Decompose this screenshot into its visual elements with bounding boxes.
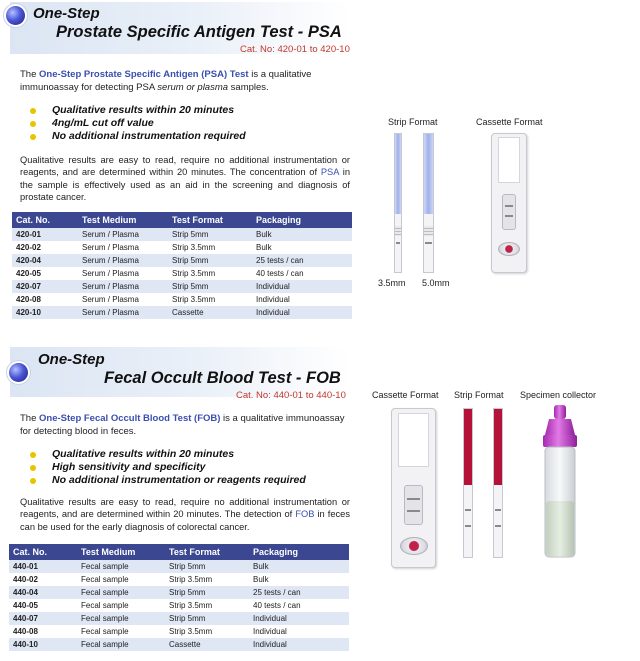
- bullet-dot-icon: [30, 121, 36, 127]
- cassette-result-window: [404, 485, 423, 525]
- strip-line: [465, 509, 471, 511]
- fob-title-small: One-Step: [38, 351, 105, 368]
- psa-product-name: One-Step Prostate Specific Antigen (PSA) Test: [39, 69, 249, 80]
- psa-title-small: One-Step: [33, 5, 100, 22]
- strip-test-zone: [395, 226, 401, 236]
- col-header-test-medium: Test Medium: [78, 212, 168, 228]
- psa-features: [30, 104, 246, 143]
- feature-item: No additional instrumentation required: [30, 130, 246, 143]
- fob-description: Qualitative results are easy to read, require no additional instrumentation or reagents, and are determined within 20 minutes. The detection of FOB in feces can be used for the early diagnosis of colorectal cancer.: [20, 497, 350, 532]
- strip-test-zone: [424, 226, 433, 236]
- psa-header-ball-icon: [6, 6, 25, 25]
- strip-absorbent-pad: [424, 134, 433, 214]
- fob-section: [0, 345, 640, 661]
- fob-strip-format-label: Strip Format: [454, 390, 504, 400]
- table-row: 420-01 Serum / Plasma Strip 5mm Bulk: [12, 228, 352, 241]
- psa-description: Qualitative results are easy to read, require no additional instrumentation or reagents, and are determined within 20 minutes. The concentration of PSA in the sample is effectively used as an aid in the screening and diagnosis of prostate cancer.: [20, 155, 350, 202]
- table-row: 440-01 Fecal sample Strip 5mm Bulk: [9, 560, 349, 573]
- col-header-packaging: Packaging: [249, 544, 349, 560]
- collector-liquid: [546, 501, 574, 556]
- col-header-cat-no: Cat. No.: [12, 212, 78, 228]
- fob-product-name: One-Step Fecal Occult Blood Test (FOB): [39, 413, 221, 424]
- fob-strip-right-image: [493, 408, 503, 558]
- col-header-test-format: Test Format: [165, 544, 249, 560]
- cassette-label-area: [498, 137, 520, 183]
- table-row: 420-08 Serum / Plasma Strip 3.5mm Individual: [12, 293, 352, 306]
- fob-strip-left-image: [463, 408, 473, 558]
- table-row: 420-07 Serum / Plasma Strip 5mm Individual: [12, 280, 352, 293]
- strip-absorbent-pad: [395, 134, 401, 214]
- psa-section: [0, 0, 640, 330]
- psa-strip-5mm-image: [423, 133, 434, 273]
- fob-intro: The One-Step Fecal Occult Blood Test (FOB) is a qualitative immunoassay for detecting blood in feces.: [20, 413, 345, 437]
- strip-line: [495, 525, 501, 527]
- table-row: 440-07 Fecal sample Strip 5mm Individual: [9, 612, 349, 625]
- psa-product-table: [12, 212, 352, 319]
- psa-title: Prostate Specific Antigen Test - PSA: [56, 23, 342, 41]
- table-row: 440-10 Fecal sample Cassette Individual: [9, 638, 349, 651]
- fob-header-ball-icon: [9, 363, 28, 382]
- bullet-dot-icon: [30, 452, 36, 458]
- specimen-collector-image: [535, 403, 585, 563]
- fob-collector-label: Specimen collector: [520, 390, 597, 400]
- col-header-packaging: Packaging: [252, 212, 352, 228]
- cassette-label-area: [398, 413, 429, 467]
- collector-cap-ring: [543, 435, 577, 447]
- table-row: 440-04 Fecal sample Strip 5mm 25 tests / can: [9, 586, 349, 599]
- strip-line: [396, 242, 400, 244]
- feature-item: 4ng/mL cut off value: [30, 117, 246, 130]
- fob-features: [30, 448, 306, 487]
- psa-strip-3-5mm-image: [394, 133, 402, 273]
- feature-item: Qualitative results within 20 minutes: [30, 448, 306, 461]
- col-header-cat-no: Cat. No.: [9, 544, 77, 560]
- cassette-sample-well-icon: [498, 242, 520, 256]
- psa-cassette-image: [491, 133, 527, 273]
- fob-cat-range: Cat. No: 440-01 to 440-10: [236, 390, 346, 401]
- col-header-test-medium: Test Medium: [77, 544, 165, 560]
- fob-cassette-image: [391, 408, 436, 568]
- bullet-dot-icon: [30, 465, 36, 471]
- psa-strip-3-5mm-label: 3.5mm: [378, 278, 406, 288]
- psa-strip-format-label: Strip Format: [388, 117, 438, 127]
- table-row: 420-04 Serum / Plasma Strip 5mm 25 tests / can: [12, 254, 352, 267]
- cassette-sample-well-icon: [400, 537, 428, 555]
- collector-cap: [545, 419, 575, 435]
- fob-cassette-format-label: Cassette Format: [372, 390, 439, 400]
- psa-strip-5mm-label: 5.0mm: [422, 278, 450, 288]
- strip-line: [495, 509, 501, 511]
- table-row: 440-08 Fecal sample Strip 3.5mm Individual: [9, 625, 349, 638]
- strip-line: [465, 525, 471, 527]
- feature-item: High sensitivity and specificity: [30, 461, 306, 474]
- bullet-dot-icon: [30, 108, 36, 114]
- bullet-dot-icon: [30, 478, 36, 484]
- table-row: 440-02 Fecal sample Strip 3.5mm Bulk: [9, 573, 349, 586]
- cassette-result-window: [502, 194, 516, 230]
- table-row: 440-05 Fecal sample Strip 3.5mm 40 tests / can: [9, 599, 349, 612]
- collector-nozzle: [554, 405, 566, 419]
- strip-absorbent-pad: [494, 409, 502, 485]
- psa-intro: The One-Step Prostate Specific Antigen (PSA) Test is a qualitative immunoassay for detecting PSA serum or plasma samples.: [20, 69, 312, 93]
- bullet-dot-icon: [30, 134, 36, 140]
- table-row: 420-02 Serum / Plasma Strip 3.5mm Bulk: [12, 241, 352, 254]
- strip-absorbent-pad: [464, 409, 472, 485]
- psa-cassette-format-label: Cassette Format: [476, 117, 543, 127]
- fob-title: Fecal Occult Blood Test - FOB: [104, 369, 341, 387]
- fob-product-table: [9, 544, 349, 651]
- strip-line: [425, 242, 432, 244]
- psa-cat-range: Cat. No: 420-01 to 420-10: [240, 44, 350, 55]
- table-row: 420-05 Serum / Plasma Strip 3.5mm 40 tests / can: [12, 267, 352, 280]
- table-row: 420-10 Serum / Plasma Cassette Individual: [12, 306, 352, 319]
- feature-item: No additional instrumentation or reagents required: [30, 474, 306, 487]
- col-header-test-format: Test Format: [168, 212, 252, 228]
- feature-item: Qualitative results within 20 minutes: [30, 104, 246, 117]
